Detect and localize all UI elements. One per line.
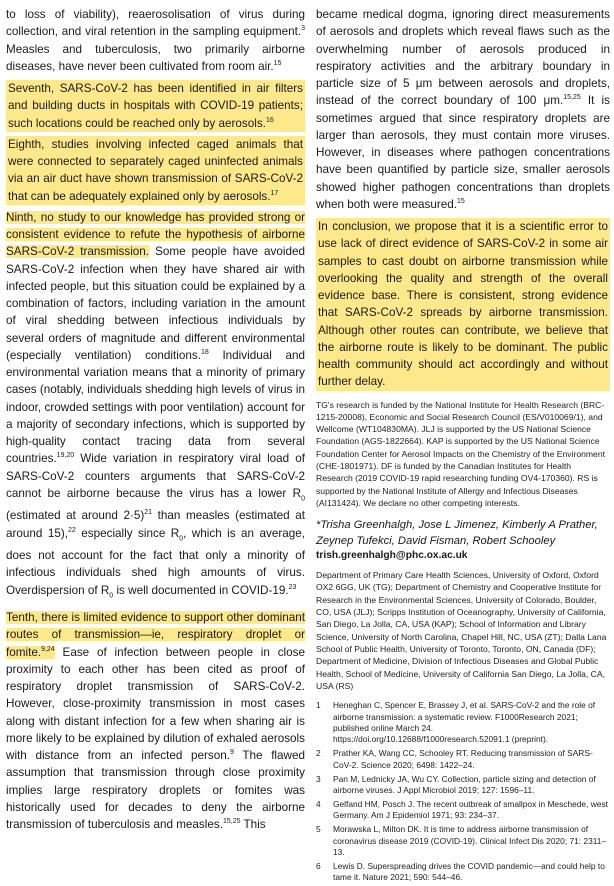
highlight-eighth: Eighth, studies involving infected caged animals that were connected to separately caged uninfected animals via an air duct have shown transmission of SARS-CoV-2 that can be adequately explained only by aerosols.$^{17}$	[6, 136, 305, 205]
reference-item: 3 Pan M, Lednicky JA, Wu CY. Collection, particle sizing and detection of airborne viruses. J Appl Microbiol 2019; 127: 1596–11.	[316, 773, 596, 795]
affiliations: Department of Primary Care Health Sciences, University of Oxford, Oxford OX2 6GG, UK (TG); Department of Chemistry and Cooperative Institute for Research in the Environmental Sciences, University of Colorado, Boulder, CO, USA (JLJ); Scripps Institution of Oceanography, University of California, San Diego, La Jolla, CA, USA (KAP); School of Information and Library Science, University of North Carolina, Chapel Hill, NC, USA (ZT); Dalla Lana School of Public Health, University of Toronto, Toronto, ON, Canada (DF); Department of Medicine, Division of Infectious Diseases and Global Public Health, School of Medicine, University of California San Diego, La Jolla, CA, USA (RS)	[316, 570, 607, 691]
paragraph-tenth: Tenth, there is limited evidence to support other dominant routes of transmission—ie, respiratory droplet or fomite.$^{9,24}$ Ease of infection between people in close proximity to each other has been cited as proof of respiratory droplet transmission of SARS-CoV-2. However, close-proximity transmission in most cases along with distant infection for a few when sharing air is more likely to be explained by dilution of exhaled aerosols with distance from an infected person.$^9$ The flawed assumption that transmission through close proximity implies large respiratory droplets or fomites was historically used for decades to deny the airborne transmission of tuberculosis and measles.$^{15,25}$ This	[6, 611, 305, 832]
funding-statement: TG's research is funded by the National Institute for Health Research (BRC-1215-20008), Economic and Social Research Council (ES/V010069/1), and Wellcome (WT104830MA). JLJ is supported by the US National Science Foundation (AGS-1822664). KAP is supported by the US National Science Foundation Center for Aerosol Impacts on the Chemistry of the Environment (CHE-1801971). DF is funded by the Canadian Institutes for Health Research (2019 COVID-19 rapid researching funding OV4-170360). RS is supported by the National Institute of Allergy and Infectious Diseases (AI131424). We declare no other competing interests.	[316, 399, 605, 508]
author-list: *Trisha Greenhalgh, Jose L Jimenez, Kimberly A Prather, Zeynep Tufekci, David Fisman, Robert Schooley	[316, 519, 598, 547]
corresponding-email[interactable]: trish.greenhalgh@phc.ox.ac.uk	[316, 550, 468, 562]
highlight-seventh: Seventh, SARS-CoV-2 has been identified in air filters and building ducts in hospitals with COVID-19 patients; such locations could be reached only by aerosols.$^{16}$	[6, 80, 305, 132]
highlight-tenth: Tenth, there is limited evidence to support other dominant routes of transmission—ie, respiratory droplet or fomite.$^{9,24}$	[6, 611, 305, 659]
paragraph-ninth: Ninth, no study to our knowledge has provided strong or consistent evidence to refute the hypothesis of airborne SARS-CoV-2 transmission. Some people have avoided SARS-CoV-2 infection when they have shared air with infected people, but this situation could be explained by a combination of factors, including variation in the amount of viral shedding between infectious individuals by several orders of magnitude and different environmental (especially ventilation) conditions.$^{18}$ Individual and environmental variation means that a minority of primary cases (notably, individuals shedding high levels of virus in indoor, crowded settings with poor ventilation) account for a majority of secondary infections, which is supported by high-quality contact tracing data from several countries.$^{19,20}$ Wide variation in respiratory viral load of SARS-CoV-2 counters arguments that SARS-CoV-2 cannot be airborne because the virus has a lower $R_0$ (estimated at around 2·5)$^{21}$ than measles (estimated at around 15),$^{22}$ especially since $R_0$, which is an average, does not account for the fact that only a minority of infectious individuals shed high amounts of virus. Overdispersion of $R_0$ is well documented in COVID-19.23	[6, 210, 306, 599]
paragraph-seventh	[6, 80, 305, 132]
reference-item: 2 Prather KA, Wang CC, Schooley RT. Reducing transmission of SARS-CoV-2. Science 2020; 6498: 1422–24.	[316, 748, 593, 770]
reference-item: 6 Lewis D. Superspreading drives the COVID pandemic—and could help to tame it. Nature 2021; 590: 544–46.	[316, 860, 605, 883]
right-column	[316, 6, 610, 886]
left-column	[6, 6, 305, 833]
paragraph-continued-right: became medical dogma, ignoring direct measurements of aerosols and droplets which reveal flaws such as the overwhelming number of aerosols produced in respiratory activities and the arbitrary boundary in particle size of 5 μm between aerosols and droplets, instead of the correct boundary of 100 μm.$^{15,25}$ It is sometimes argued that since respiratory droplets are larger than aerosols, they must contain more viruses. However, in diseases where pathogen concentrations have been quantified by particle size, smaller aerosols showed higher pathogen concentrations than droplets when both were measured.$^{15}$	[316, 8, 610, 211]
right-body	[316, 6, 610, 391]
paragraph-eighth	[6, 136, 305, 205]
highlight-ninth: Ninth, no study to our knowledge has provided strong or consistent evidence to refute the hypothesis of airborne SARS-CoV-2 transmission.	[6, 210, 305, 259]
paragraph-conclusion	[316, 218, 610, 391]
paragraph-continued: to loss of viability), reaerosolisation of virus during collection, and viral retention in the sampling equipment.$^3$ Measles and tuberculosis, two primarily airborne diseases, have never been cultivated from room air.$^{15}$	[6, 8, 305, 73]
reference-item: 5 Morawska L, Milton DK. It is time to address airborne transmission of coronavirus disease 2019 (COVID-19). Clinical Infect Dis 2020; 71: 2311–13.	[316, 824, 607, 858]
reference-item: 1 Heneghan C, Spencer E, Brassey J, et al. SARS-CoV-2 and the role of airborne transmission: a systematic review. F1000Research 2021; published online March 24. https://doi.org/10.12688/f1000research.52091.1 (preprint).	[316, 700, 596, 745]
reference-item: 4 Gelfand HM, Posch J. The recent outbreak of smallpox in Meschede, west Germany. Am J Epidemiol 1971; 93: 234–37.	[316, 798, 608, 821]
reference-list	[316, 700, 610, 884]
highlight-conclusion: In conclusion, we propose that it is a scientific error to use lack of direct evidence of SARS-CoV-2 in some air samples to cast doubt on airborne transmission while overlooking the quality and strength of the overall evidence base. There is consistent, strong evidence that SARS-CoV-2 spreads by airborne transmission. Although other routes can contribute, we believe that the airborne route is likely to be dominant. The public health community should act accordingly and without further delay.	[316, 218, 610, 391]
